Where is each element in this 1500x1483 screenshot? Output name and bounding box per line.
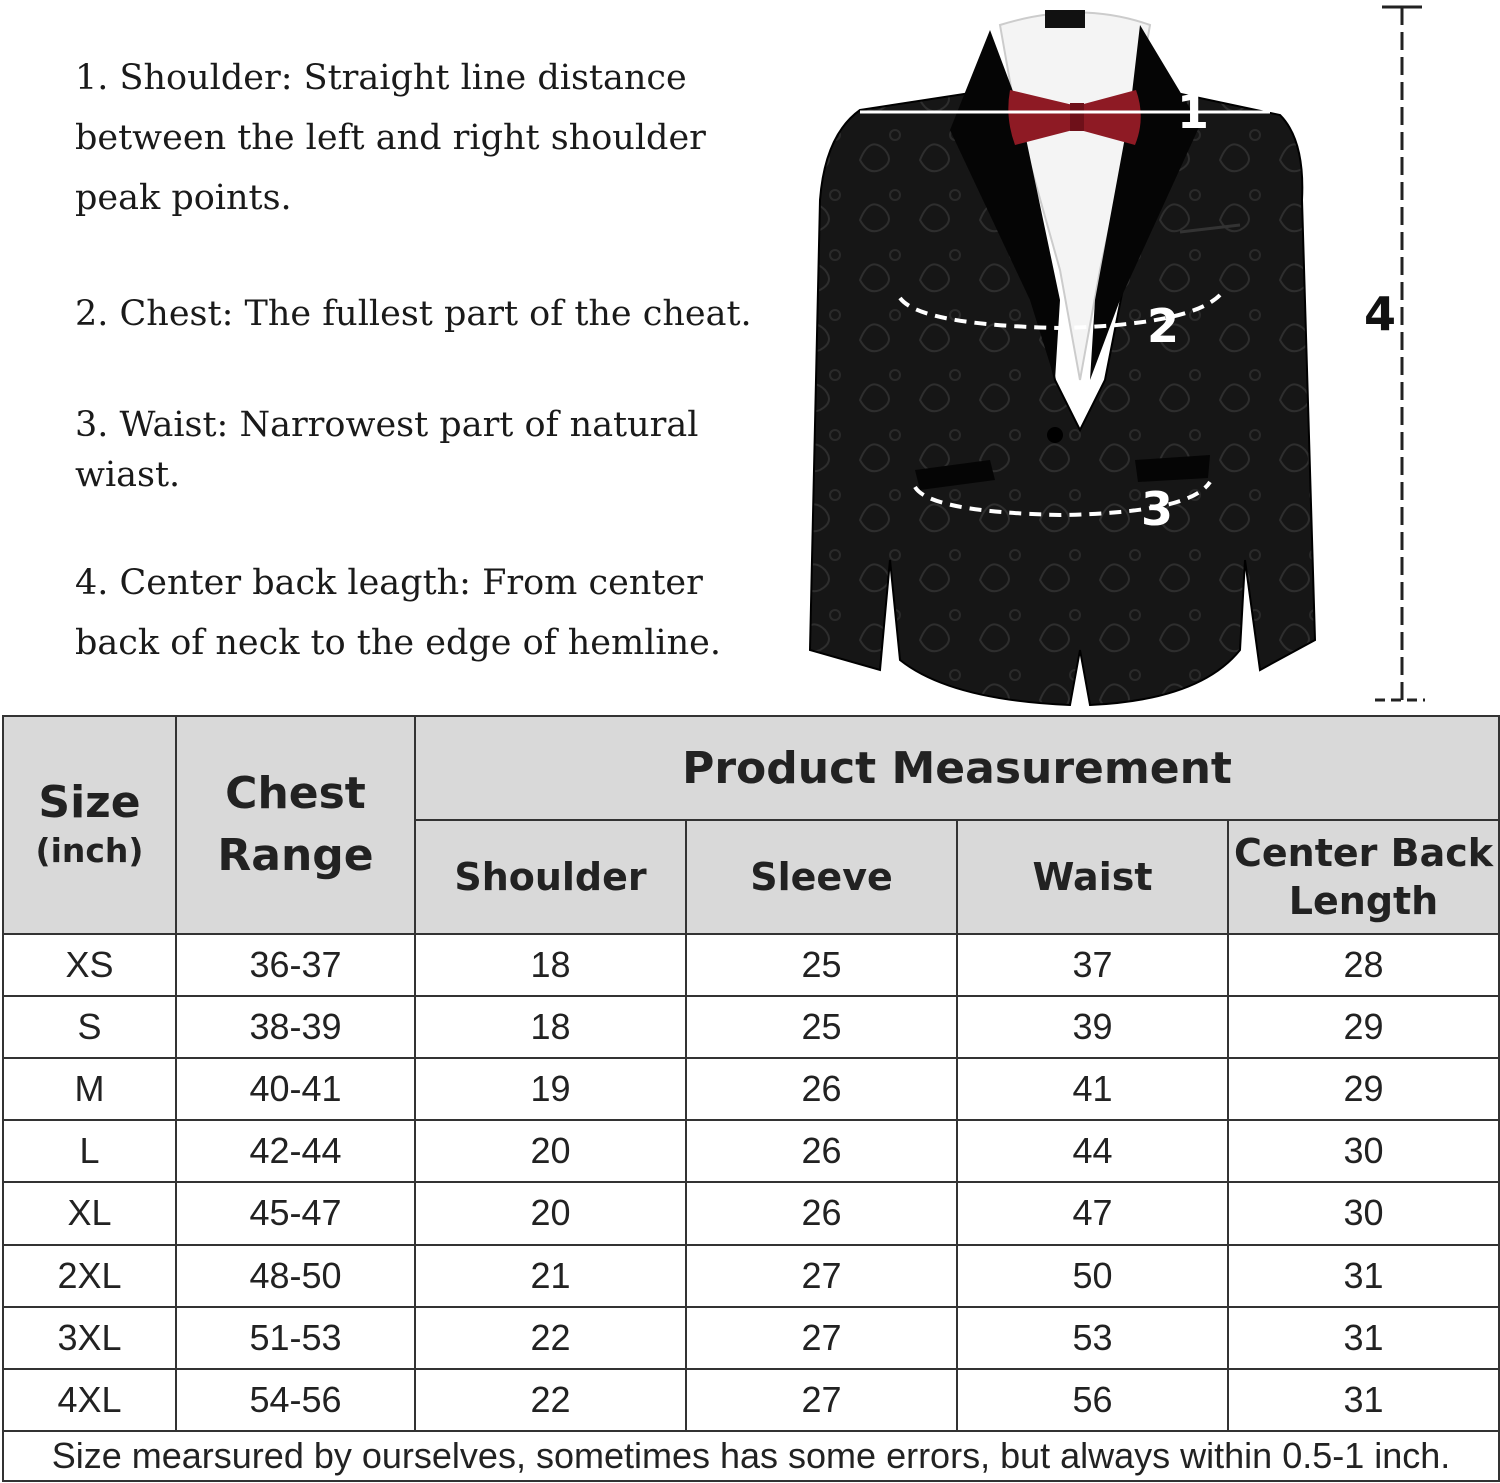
header-size-label: Size xyxy=(38,777,141,828)
cell-waist: 44 xyxy=(957,1120,1228,1182)
cell-chest-range: 42-44 xyxy=(176,1120,415,1182)
cell-shoulder: 18 xyxy=(415,934,686,996)
cell-chest-range: 40-41 xyxy=(176,1058,415,1120)
table-row xyxy=(3,1307,1499,1369)
jacket-illustration xyxy=(790,0,1500,715)
header-size-unit: (inch) xyxy=(35,831,144,870)
cell-center-back-length: 29 xyxy=(1228,996,1499,1058)
cell-waist: 53 xyxy=(957,1307,1228,1369)
cell-center-back-length: 31 xyxy=(1228,1307,1499,1369)
header-chest-line1: Chest xyxy=(225,768,366,819)
cell-size: 3XL xyxy=(3,1307,176,1369)
table-row xyxy=(3,1369,1499,1431)
cell-chest-range: 48-50 xyxy=(176,1245,415,1307)
cell-center-back-length: 30 xyxy=(1228,1182,1499,1244)
jacket-button xyxy=(1047,427,1063,443)
table-row xyxy=(3,996,1499,1058)
cell-waist: 39 xyxy=(957,996,1228,1058)
cell-shoulder: 20 xyxy=(415,1182,686,1244)
cell-center-back-length: 31 xyxy=(1228,1245,1499,1307)
cell-chest-range: 54-56 xyxy=(176,1369,415,1431)
marker-2: 2 xyxy=(1146,299,1180,353)
header-sleeve: Sleeve xyxy=(686,820,957,934)
cell-size: XL xyxy=(3,1182,176,1244)
cell-shoulder: 22 xyxy=(415,1369,686,1431)
cell-shoulder: 19 xyxy=(415,1058,686,1120)
cell-waist: 50 xyxy=(957,1245,1228,1307)
cell-shoulder: 20 xyxy=(415,1120,686,1182)
cell-sleeve: 27 xyxy=(686,1245,957,1307)
note-shoulder: 1. Shoulder: Straight line distance between the left and right shoulder peak points. xyxy=(75,58,706,218)
marker-3: 3 xyxy=(1140,482,1174,536)
cell-size: 4XL xyxy=(3,1369,176,1431)
cell-waist: 37 xyxy=(957,934,1228,996)
cell-chest-range: 51-53 xyxy=(176,1307,415,1369)
size-chart-table xyxy=(2,715,1500,1482)
cell-center-back-length: 30 xyxy=(1228,1120,1499,1182)
header-shoulder: Shoulder xyxy=(415,820,686,934)
table-footnote: Size mearsured by ourselves, sometimes has some errors, but always within 0.5-1 inch. xyxy=(3,1431,1499,1481)
cell-waist: 41 xyxy=(957,1058,1228,1120)
table-row xyxy=(3,1058,1499,1120)
cell-size: L xyxy=(3,1120,176,1182)
jacket-figure xyxy=(790,0,1500,715)
header-product-measurement: Product Measurement xyxy=(415,716,1499,820)
cell-shoulder: 22 xyxy=(415,1307,686,1369)
cell-sleeve: 26 xyxy=(686,1120,957,1182)
cell-sleeve: 25 xyxy=(686,996,957,1058)
note-center-back-length: 4. Center back leagth: From center back of neck to the edge of hemline. xyxy=(75,563,721,663)
header-chest-range xyxy=(176,716,415,934)
note-waist: 3. Waist: Narrowest part of natural wiast. xyxy=(75,405,699,495)
cell-waist: 47 xyxy=(957,1182,1228,1244)
cell-size: XS xyxy=(3,934,176,996)
header-center-back-length: Center Back Length xyxy=(1228,820,1499,934)
table-row xyxy=(3,1182,1499,1244)
cell-shoulder: 18 xyxy=(415,996,686,1058)
cell-waist: 56 xyxy=(957,1369,1228,1431)
note-chest: 2. Chest: The fullest part of the cheat. xyxy=(75,294,752,334)
header-size xyxy=(3,716,176,934)
cell-sleeve: 26 xyxy=(686,1182,957,1244)
cell-shoulder: 21 xyxy=(415,1245,686,1307)
cell-chest-range: 36-37 xyxy=(176,934,415,996)
marker-4: 4 xyxy=(1363,287,1397,341)
cell-center-back-length: 31 xyxy=(1228,1369,1499,1431)
measurement-notes xyxy=(0,0,800,715)
cell-center-back-length: 28 xyxy=(1228,934,1499,996)
table-row xyxy=(3,934,1499,996)
collar-tag xyxy=(1045,10,1085,28)
cell-sleeve: 25 xyxy=(686,934,957,996)
cell-center-back-length: 29 xyxy=(1228,1058,1499,1120)
table-row xyxy=(3,1120,1499,1182)
cell-chest-range: 45-47 xyxy=(176,1182,415,1244)
cell-size: 2XL xyxy=(3,1245,176,1307)
cell-sleeve: 26 xyxy=(686,1058,957,1120)
header-waist: Waist xyxy=(957,820,1228,934)
cell-size: S xyxy=(3,996,176,1058)
table-row xyxy=(3,1245,1499,1307)
cell-sleeve: 27 xyxy=(686,1369,957,1431)
cell-size: M xyxy=(3,1058,176,1120)
cell-sleeve: 27 xyxy=(686,1307,957,1369)
header-chest-line2: Range xyxy=(217,830,374,881)
marker-1: 1 xyxy=(1176,85,1210,139)
cell-chest-range: 38-39 xyxy=(176,996,415,1058)
